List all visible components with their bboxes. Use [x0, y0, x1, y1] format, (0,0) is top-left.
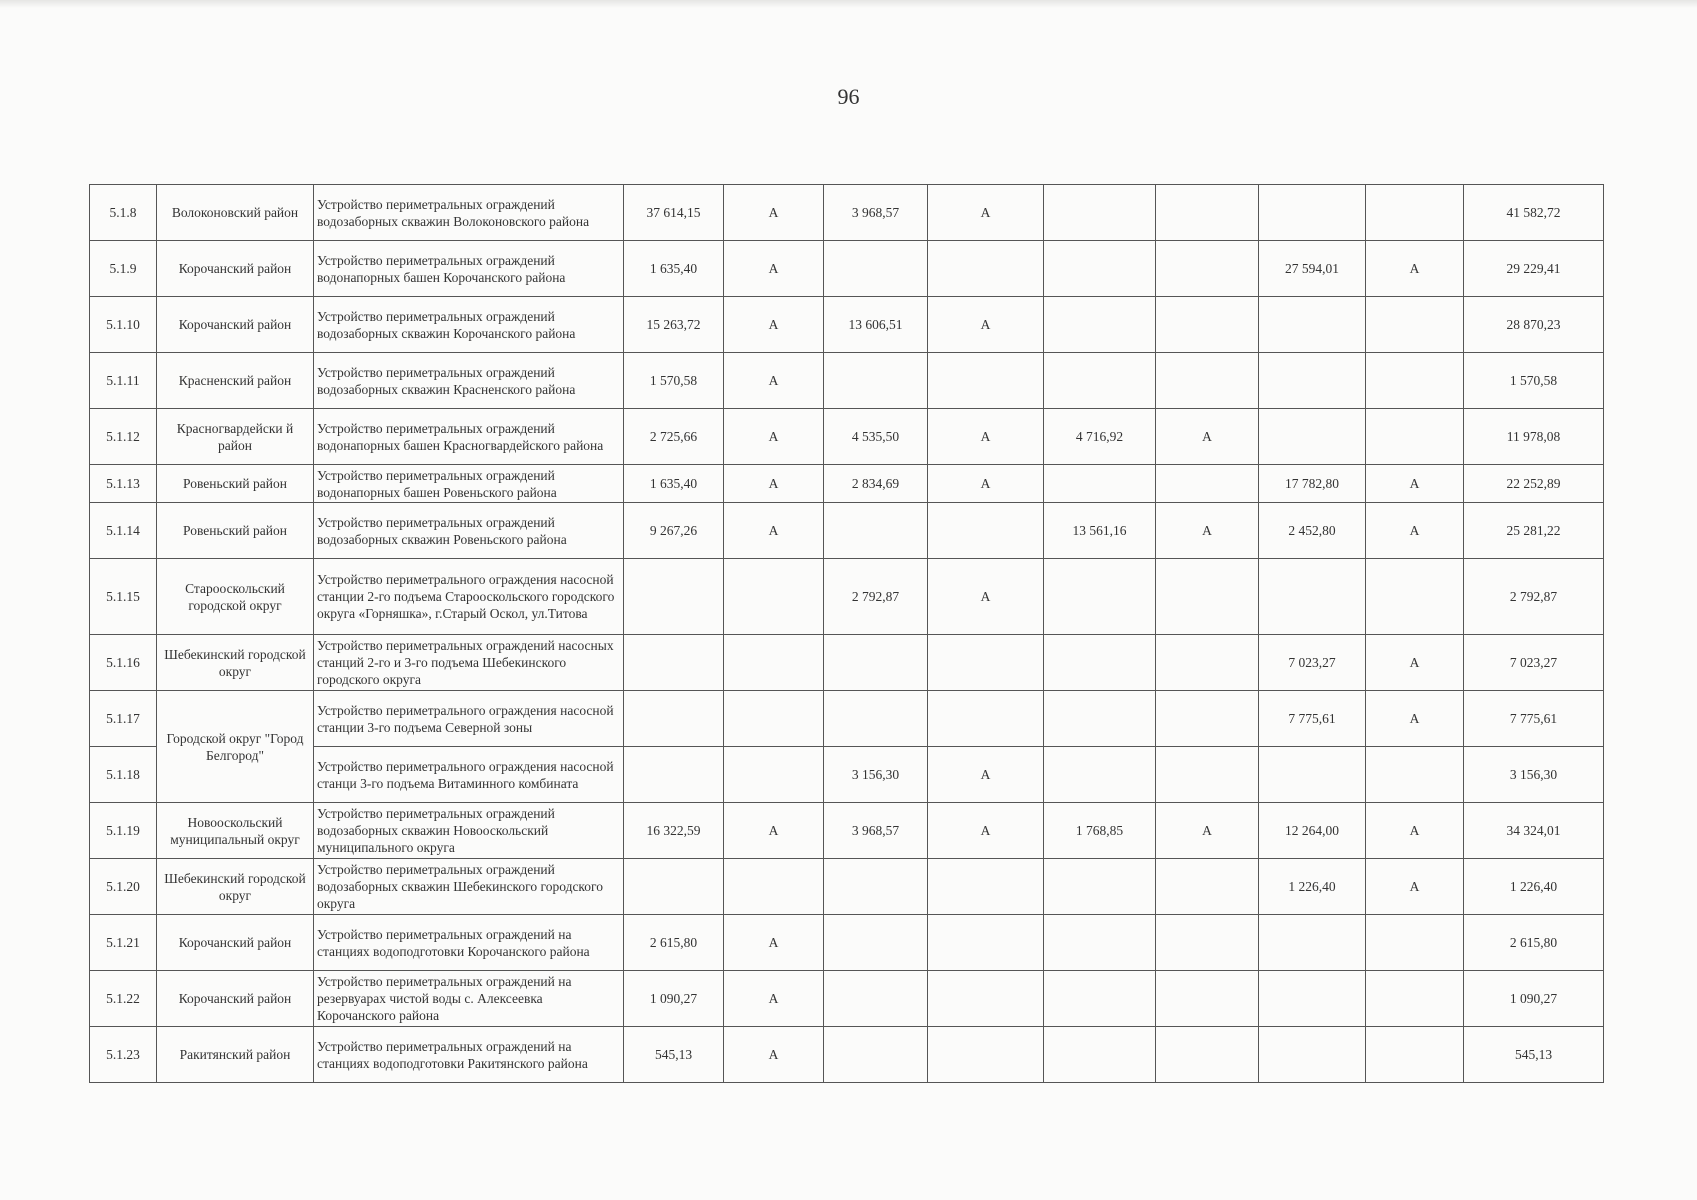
mark-cell: А	[724, 353, 824, 409]
value-cell	[1044, 297, 1156, 353]
mark-cell	[928, 503, 1044, 559]
table-row	[90, 747, 1604, 803]
value-cell: 3 968,57	[824, 803, 928, 859]
mark-cell	[1366, 353, 1464, 409]
value-cell: 3 968,57	[824, 185, 928, 241]
district-cell: Новооскольский муниципальный округ	[157, 803, 314, 859]
value-cell	[624, 691, 724, 747]
mark-cell	[1366, 1027, 1464, 1083]
mark-cell: А	[1366, 803, 1464, 859]
value-cell: 16 322,59	[624, 803, 724, 859]
table-row	[90, 409, 1604, 465]
table-row	[90, 185, 1604, 241]
mark-cell	[724, 747, 824, 803]
description-cell: Устройство периметрального ограждения насосной станции 3-го подъема Северной зоны	[314, 691, 624, 747]
mark-cell	[724, 559, 824, 635]
table-row	[90, 559, 1604, 635]
mark-cell	[928, 691, 1044, 747]
mark-cell	[928, 353, 1044, 409]
data-table	[89, 184, 1604, 1083]
value-cell	[1044, 747, 1156, 803]
value-cell: 17 782,80	[1259, 465, 1366, 503]
value-cell	[1259, 353, 1366, 409]
description-cell: Устройство периметральных ограждений водонапорных башен Корочанского района	[314, 241, 624, 297]
total-cell: 3 156,30	[1464, 747, 1604, 803]
value-cell	[1044, 859, 1156, 915]
row-number: 5.1.11	[90, 353, 157, 409]
mark-cell: А	[724, 185, 824, 241]
description-cell: Устройство периметральных ограждений водозаборных скважин Волоконовского района	[314, 185, 624, 241]
value-cell	[624, 635, 724, 691]
total-cell: 2 615,80	[1464, 915, 1604, 971]
mark-cell	[1366, 915, 1464, 971]
mark-cell	[1156, 635, 1259, 691]
row-number: 5.1.9	[90, 241, 157, 297]
description-cell: Устройство периметральных ограждений водозаборных скважин Красненского района	[314, 353, 624, 409]
value-cell	[1044, 691, 1156, 747]
mark-cell	[1156, 859, 1259, 915]
value-cell	[824, 859, 928, 915]
district-cell: Корочанский район	[157, 297, 314, 353]
value-cell: 1 635,40	[624, 465, 724, 503]
value-cell: 1 768,85	[1044, 803, 1156, 859]
value-cell	[1259, 1027, 1366, 1083]
row-number: 5.1.22	[90, 971, 157, 1027]
value-cell	[824, 353, 928, 409]
value-cell: 37 614,15	[624, 185, 724, 241]
mark-cell: А	[928, 559, 1044, 635]
mark-cell: А	[1366, 241, 1464, 297]
total-cell: 1 226,40	[1464, 859, 1604, 915]
value-cell: 4 535,50	[824, 409, 928, 465]
mark-cell: А	[724, 803, 824, 859]
mark-cell: А	[724, 503, 824, 559]
description-cell: Устройство периметрального ограждения насосной станции 2-го подъема Старооскольского городского округа «Горняшка», г.Старый Оскол, ул.Титова	[314, 559, 624, 635]
mark-cell: А	[1156, 803, 1259, 859]
row-number: 5.1.21	[90, 915, 157, 971]
description-cell: Устройство периметральных ограждений водозаборных скважин Корочанского района	[314, 297, 624, 353]
row-number: 5.1.17	[90, 691, 157, 747]
mark-cell	[1156, 971, 1259, 1027]
mark-cell	[724, 635, 824, 691]
district-cell: Корочанский район	[157, 241, 314, 297]
mark-cell	[724, 691, 824, 747]
value-cell: 2 615,80	[624, 915, 724, 971]
table-row	[90, 635, 1604, 691]
value-cell: 13 561,16	[1044, 503, 1156, 559]
table-row	[90, 297, 1604, 353]
table-row	[90, 353, 1604, 409]
value-cell: 15 263,72	[624, 297, 724, 353]
district-cell: Корочанский район	[157, 915, 314, 971]
total-cell: 41 582,72	[1464, 185, 1604, 241]
scan-edge	[0, 0, 1697, 8]
district-cell: Волоконовский район	[157, 185, 314, 241]
row-number: 5.1.10	[90, 297, 157, 353]
mark-cell: А	[928, 747, 1044, 803]
value-cell	[1044, 971, 1156, 1027]
value-cell	[1259, 185, 1366, 241]
table-row	[90, 803, 1604, 859]
total-cell: 1 090,27	[1464, 971, 1604, 1027]
value-cell	[1044, 915, 1156, 971]
value-cell	[824, 915, 928, 971]
value-cell: 12 264,00	[1259, 803, 1366, 859]
value-cell	[1044, 241, 1156, 297]
mark-cell: А	[928, 409, 1044, 465]
mark-cell: А	[928, 185, 1044, 241]
value-cell	[1259, 297, 1366, 353]
mark-cell: А	[724, 1027, 824, 1083]
mark-cell: А	[1366, 503, 1464, 559]
mark-cell	[724, 859, 824, 915]
value-cell	[624, 559, 724, 635]
mark-cell	[1156, 1027, 1259, 1083]
mark-cell: А	[928, 803, 1044, 859]
value-cell	[1044, 465, 1156, 503]
description-cell: Устройство периметральных ограждений на резервуарах чистой воды с. Алексеевка Корочанского района	[314, 971, 624, 1027]
table-row	[90, 503, 1604, 559]
mark-cell	[1156, 465, 1259, 503]
total-cell: 34 324,01	[1464, 803, 1604, 859]
value-cell	[1259, 915, 1366, 971]
value-cell: 1 570,58	[624, 353, 724, 409]
value-cell: 13 606,51	[824, 297, 928, 353]
total-cell: 28 870,23	[1464, 297, 1604, 353]
row-number: 5.1.8	[90, 185, 157, 241]
mark-cell	[928, 915, 1044, 971]
total-cell: 22 252,89	[1464, 465, 1604, 503]
district-cell: Корочанский район	[157, 971, 314, 1027]
district-cell: Шебекинский городской округ	[157, 859, 314, 915]
mark-cell	[1366, 409, 1464, 465]
table-row	[90, 859, 1604, 915]
mark-cell: А	[724, 971, 824, 1027]
mark-cell	[1366, 747, 1464, 803]
mark-cell	[1156, 691, 1259, 747]
mark-cell	[1156, 747, 1259, 803]
district-cell: Ровеньский район	[157, 503, 314, 559]
table-row	[90, 971, 1604, 1027]
table-row	[90, 915, 1604, 971]
table-row	[90, 691, 1604, 747]
value-cell: 4 716,92	[1044, 409, 1156, 465]
value-cell: 545,13	[624, 1027, 724, 1083]
mark-cell	[1366, 971, 1464, 1027]
value-cell	[1259, 747, 1366, 803]
value-cell: 1 090,27	[624, 971, 724, 1027]
description-cell: Устройство периметральных ограждений насосных станций 2-го и 3-го подъема Шебекинского городского округа	[314, 635, 624, 691]
mark-cell: А	[928, 297, 1044, 353]
mark-cell	[1366, 297, 1464, 353]
mark-cell: А	[1366, 465, 1464, 503]
value-cell	[1044, 353, 1156, 409]
total-cell: 7 023,27	[1464, 635, 1604, 691]
row-number: 5.1.19	[90, 803, 157, 859]
value-cell	[1259, 409, 1366, 465]
value-cell	[1044, 1027, 1156, 1083]
total-cell: 1 570,58	[1464, 353, 1604, 409]
mark-cell: А	[724, 915, 824, 971]
value-cell	[824, 241, 928, 297]
row-number: 5.1.15	[90, 559, 157, 635]
value-cell	[1044, 635, 1156, 691]
value-cell	[824, 691, 928, 747]
mark-cell: А	[724, 465, 824, 503]
district-cell: Ракитянский район	[157, 1027, 314, 1083]
row-number: 5.1.12	[90, 409, 157, 465]
description-cell: Устройство периметральных ограждений на станциях водоподготовки Ракитянского района	[314, 1027, 624, 1083]
value-cell	[824, 971, 928, 1027]
row-number: 5.1.20	[90, 859, 157, 915]
value-cell	[624, 859, 724, 915]
table-row	[90, 1027, 1604, 1083]
mark-cell	[928, 859, 1044, 915]
value-cell: 7 775,61	[1259, 691, 1366, 747]
description-cell: Устройство периметральных ограждений водонапорных башен Ровеньского района	[314, 465, 624, 503]
value-cell: 2 725,66	[624, 409, 724, 465]
total-cell: 29 229,41	[1464, 241, 1604, 297]
mark-cell	[928, 1027, 1044, 1083]
district-cell: Красногвардейски й район	[157, 409, 314, 465]
total-cell: 11 978,08	[1464, 409, 1604, 465]
value-cell	[624, 747, 724, 803]
mark-cell	[928, 971, 1044, 1027]
mark-cell: А	[1366, 635, 1464, 691]
mark-cell	[1156, 559, 1259, 635]
total-cell: 545,13	[1464, 1027, 1604, 1083]
value-cell	[824, 503, 928, 559]
mark-cell: А	[1366, 691, 1464, 747]
row-number: 5.1.18	[90, 747, 157, 803]
table-body	[90, 185, 1604, 1083]
value-cell: 2 452,80	[1259, 503, 1366, 559]
table-row	[90, 465, 1604, 503]
row-number: 5.1.13	[90, 465, 157, 503]
mark-cell: А	[1156, 409, 1259, 465]
mark-cell: А	[724, 297, 824, 353]
row-number: 5.1.14	[90, 503, 157, 559]
total-cell: 25 281,22	[1464, 503, 1604, 559]
value-cell: 2 834,69	[824, 465, 928, 503]
mark-cell	[1156, 185, 1259, 241]
value-cell	[1044, 185, 1156, 241]
value-cell	[1259, 559, 1366, 635]
row-number: 5.1.23	[90, 1027, 157, 1083]
description-cell: Устройство периметрального ограждения насосной станци 3-го подъема Витаминного комбината	[314, 747, 624, 803]
description-cell: Устройство периметральных ограждений на станциях водоподготовки Корочанского района	[314, 915, 624, 971]
district-cell: Ровеньский район	[157, 465, 314, 503]
description-cell: Устройство периметральных ограждений водонапорных башен Красногвардейского района	[314, 409, 624, 465]
mark-cell	[928, 241, 1044, 297]
row-number: 5.1.16	[90, 635, 157, 691]
mark-cell	[1156, 353, 1259, 409]
mark-cell	[1156, 297, 1259, 353]
value-cell: 3 156,30	[824, 747, 928, 803]
mark-cell	[1366, 559, 1464, 635]
description-cell: Устройство периметральных ограждений водозаборных скважин Ровеньского района	[314, 503, 624, 559]
district-cell: Шебекинский городской округ	[157, 635, 314, 691]
table-row	[90, 241, 1604, 297]
mark-cell: А	[1156, 503, 1259, 559]
value-cell: 2 792,87	[824, 559, 928, 635]
mark-cell: А	[724, 409, 824, 465]
mark-cell: А	[1366, 859, 1464, 915]
value-cell	[1044, 559, 1156, 635]
district-cell: Старооскольский городской округ	[157, 559, 314, 635]
mark-cell	[1156, 915, 1259, 971]
district-cell: Городской округ "Город Белгород"	[157, 691, 314, 803]
page-number: 96	[837, 84, 860, 109]
mark-cell	[928, 635, 1044, 691]
total-cell: 7 775,61	[1464, 691, 1604, 747]
description-cell: Устройство периметральных ограждений водозаборных скважин Новооскольский муниципального округа	[314, 803, 624, 859]
mark-cell: А	[724, 241, 824, 297]
value-cell	[824, 635, 928, 691]
description-cell: Устройство периметральных ограждений водозаборных скважин Шебекинского городского округа	[314, 859, 624, 915]
mark-cell	[1366, 185, 1464, 241]
district-cell: Красненский район	[157, 353, 314, 409]
value-cell: 9 267,26	[624, 503, 724, 559]
total-cell: 2 792,87	[1464, 559, 1604, 635]
value-cell: 1 635,40	[624, 241, 724, 297]
mark-cell	[1156, 241, 1259, 297]
value-cell	[1259, 971, 1366, 1027]
value-cell: 7 023,27	[1259, 635, 1366, 691]
value-cell	[824, 1027, 928, 1083]
value-cell: 27 594,01	[1259, 241, 1366, 297]
mark-cell: А	[928, 465, 1044, 503]
value-cell: 1 226,40	[1259, 859, 1366, 915]
